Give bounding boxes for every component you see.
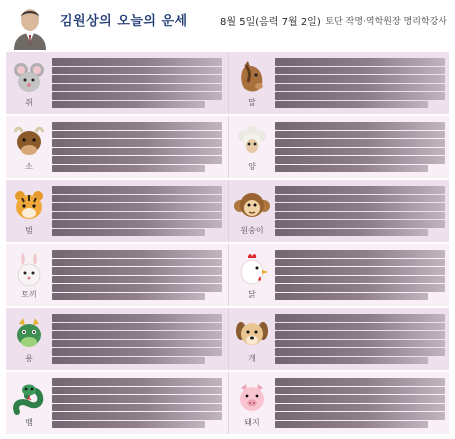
fortune-tiger [6, 180, 227, 242]
zodiac-label: 양 [248, 162, 256, 171]
author-portrait [8, 2, 52, 50]
fortune-text [52, 186, 222, 237]
row-3 [6, 180, 449, 242]
dragon-icon [9, 314, 49, 354]
fortune-rooster [228, 244, 450, 306]
column-title: 김원상의 오늘의 운세 [60, 14, 188, 29]
sheep-icon [232, 122, 272, 162]
fortune-text [52, 250, 222, 301]
column-date: 8월 5일(음력 7월 2일) [220, 17, 321, 28]
zodiac-label: 개 [248, 354, 256, 363]
fortune-monkey [228, 180, 450, 242]
fortune-dog [228, 308, 450, 370]
monkey-icon [232, 186, 272, 226]
zodiac-label: 소 [25, 162, 33, 171]
fortune-text [52, 58, 222, 109]
rat-icon [9, 58, 49, 98]
fortune-dragon [6, 308, 227, 370]
zodiac-label: 토끼 [21, 290, 37, 299]
fortune-text [52, 378, 222, 429]
fortune-text [275, 58, 445, 109]
rooster-icon [232, 250, 272, 290]
header [0, 0, 455, 52]
fortune-rat [6, 52, 227, 114]
fortune-text [52, 314, 222, 365]
fortune-ox [6, 116, 227, 178]
row-2 [6, 116, 449, 178]
zodiac-label: 돼지 [244, 418, 260, 427]
fortune-text [275, 250, 445, 301]
zodiac-label: 범 [25, 226, 33, 235]
fortune-text [52, 122, 222, 173]
zodiac-label: 원숭이 [240, 226, 264, 235]
tiger-icon [9, 186, 49, 226]
horoscope-grid [6, 52, 449, 434]
fortune-text [275, 122, 445, 173]
ox-icon [9, 122, 49, 162]
fortune-sheep [228, 116, 450, 178]
pig-icon [232, 378, 272, 418]
rabbit-icon [9, 250, 49, 290]
zodiac-label: 뱀 [25, 418, 33, 427]
fortune-text [275, 314, 445, 365]
zodiac-label: 용 [25, 354, 33, 363]
zodiac-label: 쥐 [25, 98, 33, 107]
dog-icon [232, 314, 272, 354]
fortune-snake [6, 372, 227, 434]
zodiac-label: 닭 [248, 290, 256, 299]
fortune-text [275, 378, 445, 429]
snake-icon [9, 378, 49, 418]
zodiac-label: 말 [248, 98, 256, 107]
fortune-horse [228, 52, 450, 114]
fortune-rabbit [6, 244, 227, 306]
row-6 [6, 372, 449, 434]
column-byline: 토단 작명·역학원장 명리학강사 [325, 17, 447, 27]
row-5 [6, 308, 449, 370]
row-1 [6, 52, 449, 114]
horse-icon [232, 58, 272, 98]
row-4 [6, 244, 449, 306]
fortune-text [275, 186, 445, 237]
fortune-pig [228, 372, 450, 434]
